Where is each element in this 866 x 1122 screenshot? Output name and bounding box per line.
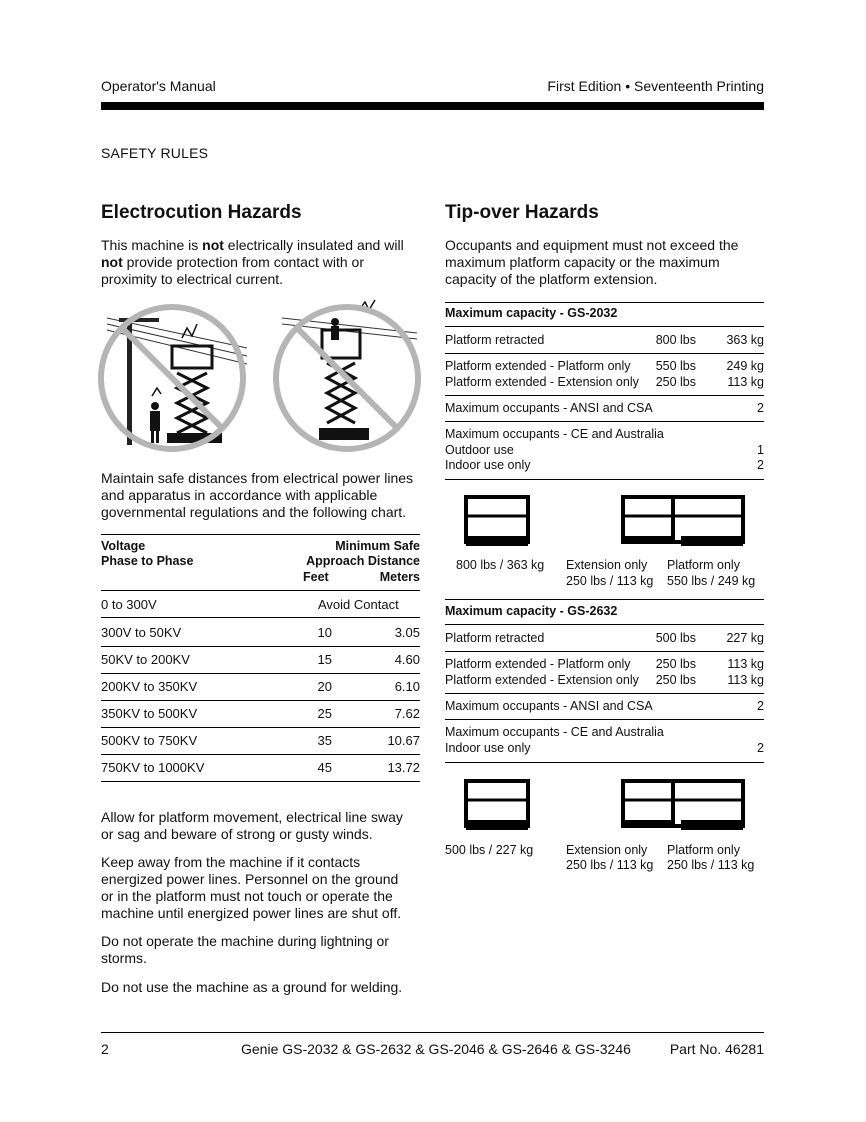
electrocution-illustration	[97, 298, 427, 458]
gs2032-retracted-label: Platform retracted	[445, 333, 545, 347]
gs2632-indoor-value: 2	[757, 741, 764, 755]
gs2032-ansi-label: Maximum occupants - ANSI and CSA	[445, 401, 653, 415]
gs2632-title: Maximum capacity - GS-2632	[445, 604, 618, 618]
table-row-voltage: 0 to 300V	[101, 597, 157, 612]
page-number: 2	[101, 1041, 109, 1057]
gs2032-ext-extension-lbs: 250 lbs	[655, 375, 696, 389]
platform-extended-icon	[623, 781, 743, 830]
maintain-distance-text: Maintain safe distances from electrical power lines and apparatus in accordance with applicable governmental regulations and the following chart.	[101, 470, 414, 520]
gs2632-ext-platform-kg: 113 kg	[727, 657, 764, 671]
platform-retracted-icon	[466, 781, 528, 830]
table-header-phase: Phase to Phase	[101, 554, 194, 568]
feet-cell: 45	[317, 760, 332, 775]
table-header-meters: Meters	[379, 570, 420, 584]
table-header-min: Minimum Safe	[335, 539, 420, 553]
table-row-divider	[101, 781, 420, 782]
voltage-cell: 500KV to 750KV	[101, 733, 198, 748]
gs2632-retracted-label: Platform retracted	[445, 631, 545, 645]
table-row-divider	[101, 700, 420, 701]
gs2632-ext-extension-kg: 113 kg	[727, 673, 764, 687]
voltage-cell: 300V to 50KV	[101, 625, 182, 640]
gs2632-ext-platform-label: Platform extended - Platform only	[445, 657, 631, 671]
table-row-divider	[101, 673, 420, 674]
table-header-feet: Feet	[303, 570, 329, 584]
tipover-intro: Occupants and equipment must not exceed the maximum platform capacity or the maximum capacity of the platform extension.	[445, 237, 739, 287]
gs2032-fig-retracted: 800 lbs / 363 kg	[456, 558, 545, 572]
meters-cell: 6.10	[394, 679, 420, 694]
gs2032-fig-ext-label: Extension only	[566, 558, 648, 572]
feet-cell: 35	[317, 733, 332, 748]
voltage-cell: 350KV to 500KV	[101, 706, 198, 721]
gs2632-fig-plat-label: Platform only	[667, 843, 740, 857]
welding-text: Do not use the machine as a ground for welding.	[101, 979, 403, 995]
header-left: Operator's Manual	[101, 78, 216, 94]
table-header-approach: Approach Distance	[306, 554, 420, 568]
gs2032-ext-extension-kg: 113 kg	[727, 375, 764, 389]
gs2032-ext-extension-label: Platform extended - Extension only	[445, 375, 639, 389]
meters-cell: 10.67	[387, 733, 420, 748]
table-row-divider	[101, 754, 420, 755]
gs2032-ext-platform-lbs: 550 lbs	[655, 359, 696, 373]
gs2632-fig-plat-value: 250 lbs / 113 kg	[667, 858, 755, 872]
prohibited-icon	[276, 300, 418, 449]
feet-cell: 25	[317, 706, 332, 721]
gs2632-platform-figures	[463, 778, 753, 834]
gs2032-retracted-lbs: 800 lbs	[655, 333, 696, 347]
gs2032-title: Maximum capacity - GS-2032	[445, 306, 618, 320]
meters-cell: 7.62	[394, 706, 420, 721]
platform-extended-icon	[623, 497, 743, 546]
footer-models: Genie GS-2032 & GS-2632 & GS-2046 & GS-2646 & GS-3246	[241, 1041, 631, 1057]
gs2632-fig-ext-label: Extension only	[566, 843, 648, 857]
gs2632-ansi-value: 2	[757, 699, 764, 713]
feet-cell: 15	[317, 652, 332, 667]
section-title: SAFETY RULES	[101, 145, 209, 161]
feet-cell: 10	[317, 625, 332, 640]
header-right: First Edition • Seventeenth Printing	[547, 78, 764, 94]
table-row-divider	[101, 646, 420, 647]
allow-movement-text: Allow for platform movement, electrical line sway or sag and beware of strong or gusty winds.	[101, 809, 403, 842]
feet-cell: 20	[317, 679, 332, 694]
gs2632-ext-extension-label: Platform extended - Extension only	[445, 673, 639, 687]
voltage-cell: 50KV to 200KV	[101, 652, 190, 667]
platform-retracted-icon	[466, 497, 528, 546]
gs2032-indoor-label: Indoor use only	[445, 458, 531, 472]
prohibited-icon	[101, 307, 247, 449]
gs2032-fig-plat-label: Platform only	[667, 558, 740, 572]
gs2632-ext-platform-lbs: 250 lbs	[655, 657, 696, 671]
gs2032-fig-ext-value: 250 lbs / 113 kg	[566, 574, 654, 588]
gs2032-fig-plat-value: 550 lbs / 249 kg	[667, 574, 756, 588]
table-header-voltage: Voltage	[101, 539, 146, 553]
gs2632-fig-ext-value: 250 lbs / 113 kg	[566, 858, 654, 872]
gs2032-retracted-kg: 363 kg	[726, 333, 764, 347]
meters-cell: 3.05	[394, 625, 420, 640]
meters-cell: 13.72	[387, 760, 420, 775]
electrocution-intro: This machine is not electrically insulated and will not provide protection from contact with or proximity to electrical current.	[101, 237, 404, 287]
gs2032-ext-platform-label: Platform extended - Platform only	[445, 359, 631, 373]
keep-away-text: Keep away from the machine if it contacts energized power lines. Personnel on the ground or in the platform must not touch or operate the machine until energized power lines are shut off.	[101, 854, 402, 921]
tipover-title: Tip-over Hazards	[445, 202, 599, 223]
table-row-avoid: Avoid Contact	[318, 597, 399, 612]
gs2032-platform-figures	[463, 494, 753, 550]
voltage-cell: 200KV to 350KV	[101, 679, 198, 694]
gs2632-ext-extension-lbs: 250 lbs	[655, 673, 696, 687]
gs2032-indoor-value: 2	[757, 458, 764, 472]
gs2032-ce-label: Maximum occupants - CE and Australia	[445, 427, 664, 441]
gs2632-retracted-lbs: 500 lbs	[655, 631, 696, 645]
gs2632-indoor-label: Indoor use only	[445, 741, 531, 755]
gs2632-retracted-kg: 227 kg	[726, 631, 764, 645]
lightning-text: Do not operate the machine during lightning or storms.	[101, 933, 389, 966]
header-bar	[101, 102, 764, 110]
voltage-cell: 750KV to 1000KV	[101, 760, 205, 775]
gs2632-fig-retracted: 500 lbs / 227 kg	[445, 843, 534, 857]
footer-part-number: Part No. 46281	[669, 1041, 764, 1057]
gs2032-ext-platform-kg: 249 kg	[726, 359, 764, 373]
gs2632-ansi-label: Maximum occupants - ANSI and CSA	[445, 699, 653, 713]
meters-cell: 4.60	[394, 652, 420, 667]
gs2032-outdoor-value: 1	[757, 443, 764, 457]
electrocution-title: Electrocution Hazards	[101, 202, 302, 223]
gs2632-ce-label: Maximum occupants - CE and Australia	[445, 725, 664, 739]
table-row-divider	[101, 727, 420, 728]
gs2032-outdoor-label: Outdoor use	[445, 443, 514, 457]
gs2032-ansi-value: 2	[757, 401, 764, 415]
